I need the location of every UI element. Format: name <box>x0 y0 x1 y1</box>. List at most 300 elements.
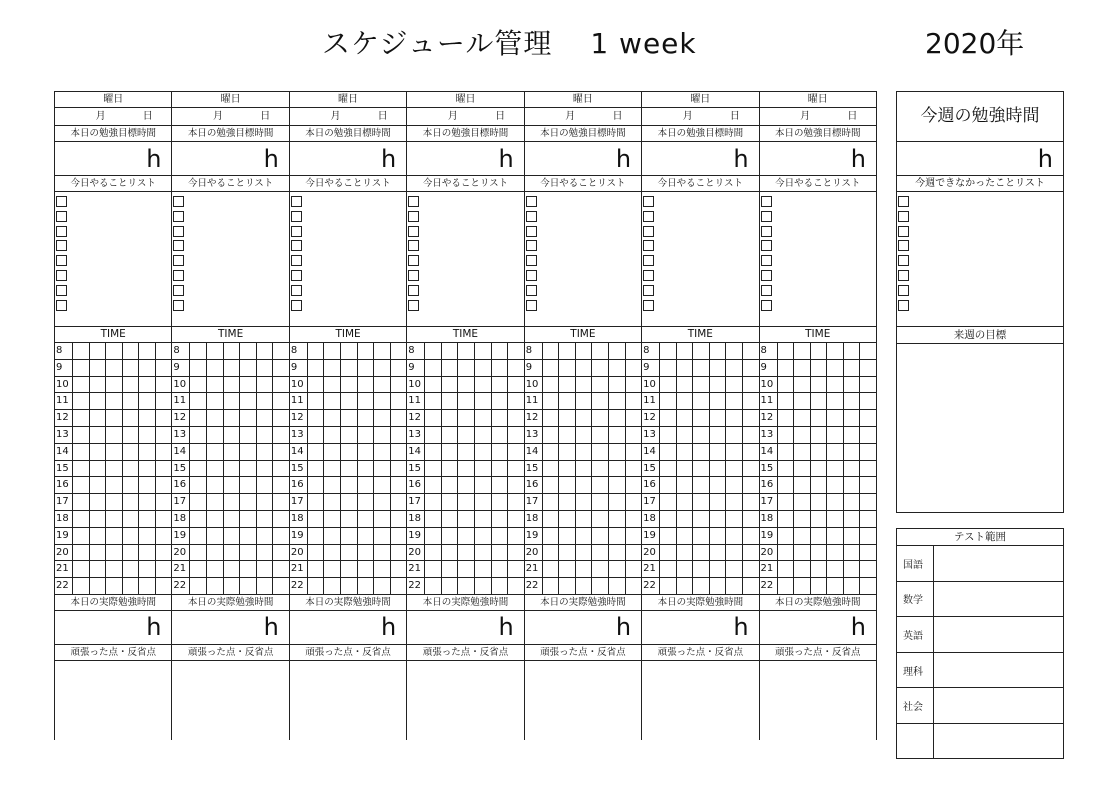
time-slot-cell[interactable] <box>341 410 358 426</box>
time-slot-cell[interactable] <box>273 477 289 493</box>
time-slot-cell[interactable] <box>492 477 509 493</box>
time-slot-cell[interactable] <box>273 343 289 359</box>
date-field[interactable] <box>55 108 171 126</box>
time-slot-cell[interactable] <box>123 528 140 544</box>
time-slot-cell[interactable] <box>559 410 576 426</box>
reflection-field[interactable] <box>290 661 406 735</box>
time-slot-cell[interactable] <box>860 393 876 409</box>
time-slot-cell[interactable] <box>442 427 459 443</box>
time-slot-cell[interactable] <box>811 511 828 527</box>
time-slot-cell[interactable] <box>475 511 492 527</box>
undone-checkbox[interactable] <box>898 255 909 266</box>
time-slot-cell[interactable] <box>492 578 509 594</box>
date-field[interactable] <box>407 108 523 126</box>
weekday-field[interactable]: 曜日 <box>172 92 288 108</box>
time-slot-cell[interactable] <box>726 578 743 594</box>
time-slot-cell[interactable] <box>123 410 140 426</box>
time-slot-cell[interactable] <box>341 393 358 409</box>
time-slot-cell[interactable] <box>844 377 861 393</box>
actual-hours-field[interactable] <box>525 611 641 645</box>
time-slot-cell[interactable] <box>743 377 759 393</box>
time-slot-cell[interactable] <box>508 360 524 376</box>
time-slot-cell[interactable] <box>341 477 358 493</box>
time-slot-cell[interactable] <box>374 343 391 359</box>
time-slot-cell[interactable] <box>794 511 811 527</box>
time-slot-cell[interactable] <box>358 561 375 577</box>
time-slot-cell[interactable] <box>726 477 743 493</box>
time-slot-cell[interactable] <box>726 545 743 561</box>
time-slot-cell[interactable] <box>90 393 107 409</box>
time-slot-cell[interactable] <box>391 360 407 376</box>
time-slot-cell[interactable] <box>710 393 727 409</box>
time-slot-cell[interactable] <box>710 545 727 561</box>
time-slot-cell[interactable] <box>592 578 609 594</box>
todo-checkbox[interactable] <box>408 270 419 281</box>
todo-checkbox[interactable] <box>643 285 654 296</box>
time-slot-cell[interactable] <box>458 377 475 393</box>
time-slot-cell[interactable] <box>508 393 524 409</box>
time-slot-cell[interactable] <box>224 427 241 443</box>
time-slot-cell[interactable] <box>442 444 459 460</box>
time-slot-cell[interactable] <box>139 578 156 594</box>
time-slot-cell[interactable] <box>224 511 241 527</box>
time-slot-cell[interactable] <box>425 561 442 577</box>
time-slot-cell[interactable] <box>778 528 795 544</box>
time-slot-cell[interactable] <box>240 343 257 359</box>
time-slot-cell[interactable] <box>207 545 224 561</box>
time-slot-cell[interactable] <box>207 343 224 359</box>
time-slot-cell[interactable] <box>391 427 407 443</box>
time-slot-cell[interactable] <box>492 343 509 359</box>
time-slot-cell[interactable] <box>660 578 677 594</box>
time-slot-cell[interactable] <box>576 494 593 510</box>
date-field[interactable] <box>642 108 758 126</box>
todo-checkbox[interactable] <box>761 240 772 251</box>
time-slot-cell[interactable] <box>273 545 289 561</box>
time-slot-cell[interactable] <box>543 477 560 493</box>
time-slot-cell[interactable] <box>609 444 626 460</box>
time-slot-cell[interactable] <box>543 494 560 510</box>
time-slot-cell[interactable] <box>156 511 172 527</box>
time-slot-cell[interactable] <box>374 377 391 393</box>
time-slot-cell[interactable] <box>778 461 795 477</box>
time-slot-cell[interactable] <box>190 545 207 561</box>
time-slot-cell[interactable] <box>190 477 207 493</box>
time-slot-cell[interactable] <box>324 578 341 594</box>
test-range-field[interactable] <box>934 724 1063 758</box>
time-slot-cell[interactable] <box>156 461 172 477</box>
time-slot-cell[interactable] <box>710 528 727 544</box>
time-slot-cell[interactable] <box>794 393 811 409</box>
time-slot-cell[interactable] <box>677 578 694 594</box>
time-slot-cell[interactable] <box>240 393 257 409</box>
reflection-field[interactable] <box>55 661 171 735</box>
undone-checkbox[interactable] <box>898 211 909 222</box>
time-slot-cell[interactable] <box>442 393 459 409</box>
time-slot-cell[interactable] <box>609 410 626 426</box>
time-slot-cell[interactable] <box>844 578 861 594</box>
time-slot-cell[interactable] <box>693 393 710 409</box>
time-slot-cell[interactable] <box>358 578 375 594</box>
time-slot-cell[interactable] <box>106 477 123 493</box>
time-slot-cell[interactable] <box>844 360 861 376</box>
time-slot-cell[interactable] <box>811 561 828 577</box>
time-slot-cell[interactable] <box>90 410 107 426</box>
time-slot-cell[interactable] <box>592 461 609 477</box>
time-slot-cell[interactable] <box>778 393 795 409</box>
time-slot-cell[interactable] <box>626 360 642 376</box>
time-slot-cell[interactable] <box>778 360 795 376</box>
time-slot-cell[interactable] <box>860 377 876 393</box>
time-slot-cell[interactable] <box>660 494 677 510</box>
time-slot-cell[interactable] <box>592 477 609 493</box>
time-slot-cell[interactable] <box>73 343 90 359</box>
todo-checkbox[interactable] <box>761 270 772 281</box>
todo-checkbox[interactable] <box>56 285 67 296</box>
time-slot-cell[interactable] <box>778 494 795 510</box>
time-slot-cell[interactable] <box>257 477 274 493</box>
test-range-field[interactable] <box>934 617 1063 652</box>
time-slot-cell[interactable] <box>391 444 407 460</box>
time-slot-cell[interactable] <box>794 528 811 544</box>
time-slot-cell[interactable] <box>660 461 677 477</box>
time-slot-cell[interactable] <box>139 444 156 460</box>
time-slot-cell[interactable] <box>492 461 509 477</box>
time-slot-cell[interactable] <box>123 444 140 460</box>
time-slot-cell[interactable] <box>106 444 123 460</box>
time-slot-cell[interactable] <box>592 561 609 577</box>
todo-checkbox[interactable] <box>761 211 772 222</box>
time-slot-cell[interactable] <box>442 377 459 393</box>
time-slot-cell[interactable] <box>794 561 811 577</box>
time-slot-cell[interactable] <box>90 494 107 510</box>
undone-checkbox[interactable] <box>898 300 909 311</box>
time-slot-cell[interactable] <box>592 343 609 359</box>
time-slot-cell[interactable] <box>693 343 710 359</box>
reflection-field[interactable] <box>642 661 758 735</box>
time-slot-cell[interactable] <box>726 360 743 376</box>
time-slot-cell[interactable] <box>106 494 123 510</box>
time-slot-cell[interactable] <box>693 477 710 493</box>
time-slot-cell[interactable] <box>844 477 861 493</box>
undone-checkbox[interactable] <box>898 196 909 207</box>
time-slot-cell[interactable] <box>106 377 123 393</box>
test-range-field[interactable] <box>934 582 1063 617</box>
time-slot-cell[interactable] <box>273 393 289 409</box>
time-slot-cell[interactable] <box>458 393 475 409</box>
time-slot-cell[interactable] <box>860 494 876 510</box>
time-slot-cell[interactable] <box>726 528 743 544</box>
time-slot-cell[interactable] <box>576 461 593 477</box>
time-slot-cell[interactable] <box>425 444 442 460</box>
test-range-field[interactable] <box>934 688 1063 723</box>
time-slot-cell[interactable] <box>543 427 560 443</box>
time-slot-cell[interactable] <box>677 444 694 460</box>
time-slot-cell[interactable] <box>207 410 224 426</box>
time-slot-cell[interactable] <box>425 528 442 544</box>
time-slot-cell[interactable] <box>811 477 828 493</box>
time-slot-cell[interactable] <box>710 477 727 493</box>
time-slot-cell[interactable] <box>73 528 90 544</box>
time-slot-cell[interactable] <box>827 528 844 544</box>
time-slot-cell[interactable] <box>308 427 325 443</box>
time-slot-cell[interactable] <box>592 410 609 426</box>
time-slot-cell[interactable] <box>677 477 694 493</box>
time-slot-cell[interactable] <box>609 477 626 493</box>
todo-checkbox[interactable] <box>408 255 419 266</box>
time-slot-cell[interactable] <box>543 545 560 561</box>
time-slot-cell[interactable] <box>224 410 241 426</box>
time-slot-cell[interactable] <box>324 477 341 493</box>
time-slot-cell[interactable] <box>425 427 442 443</box>
todo-checkbox[interactable] <box>408 300 419 311</box>
time-slot-cell[interactable] <box>139 393 156 409</box>
time-slot-cell[interactable] <box>811 494 828 510</box>
time-slot-cell[interactable] <box>358 427 375 443</box>
time-slot-cell[interactable] <box>139 427 156 443</box>
time-slot-cell[interactable] <box>425 410 442 426</box>
time-slot-cell[interactable] <box>90 427 107 443</box>
target-hours-field[interactable] <box>407 142 523 176</box>
weekday-field[interactable]: 曜日 <box>525 92 641 108</box>
time-slot-cell[interactable] <box>391 461 407 477</box>
time-slot-cell[interactable] <box>190 427 207 443</box>
time-slot-cell[interactable] <box>492 360 509 376</box>
time-slot-cell[interactable] <box>308 377 325 393</box>
time-slot-cell[interactable] <box>827 494 844 510</box>
time-slot-cell[interactable] <box>811 444 828 460</box>
todo-checkbox[interactable] <box>56 270 67 281</box>
time-slot-cell[interactable] <box>341 578 358 594</box>
time-slot-cell[interactable] <box>693 494 710 510</box>
time-slot-cell[interactable] <box>458 528 475 544</box>
time-slot-cell[interactable] <box>576 545 593 561</box>
time-slot-cell[interactable] <box>576 427 593 443</box>
time-slot-cell[interactable] <box>543 511 560 527</box>
time-slot-cell[interactable] <box>139 343 156 359</box>
time-slot-cell[interactable] <box>123 561 140 577</box>
time-slot-cell[interactable] <box>73 477 90 493</box>
time-slot-cell[interactable] <box>156 410 172 426</box>
time-slot-cell[interactable] <box>123 377 140 393</box>
time-slot-cell[interactable] <box>743 578 759 594</box>
time-slot-cell[interactable] <box>273 377 289 393</box>
time-slot-cell[interactable] <box>240 444 257 460</box>
time-slot-cell[interactable] <box>794 494 811 510</box>
time-slot-cell[interactable] <box>778 427 795 443</box>
time-slot-cell[interactable] <box>139 545 156 561</box>
time-slot-cell[interactable] <box>90 528 107 544</box>
time-slot-cell[interactable] <box>374 393 391 409</box>
todo-checkbox[interactable] <box>291 196 302 207</box>
time-slot-cell[interactable] <box>827 360 844 376</box>
time-slot-cell[interactable] <box>341 343 358 359</box>
time-slot-cell[interactable] <box>827 393 844 409</box>
time-slot-cell[interactable] <box>358 477 375 493</box>
time-slot-cell[interactable] <box>90 377 107 393</box>
time-slot-cell[interactable] <box>73 360 90 376</box>
time-slot-cell[interactable] <box>660 410 677 426</box>
time-slot-cell[interactable] <box>794 444 811 460</box>
todo-checkbox[interactable] <box>643 196 654 207</box>
todo-checkbox[interactable] <box>173 270 184 281</box>
time-slot-cell[interactable] <box>508 427 524 443</box>
time-slot-cell[interactable] <box>475 494 492 510</box>
time-slot-cell[interactable] <box>358 393 375 409</box>
time-slot-cell[interactable] <box>106 511 123 527</box>
time-slot-cell[interactable] <box>626 377 642 393</box>
time-slot-cell[interactable] <box>860 511 876 527</box>
time-slot-cell[interactable] <box>123 360 140 376</box>
time-slot-cell[interactable] <box>341 545 358 561</box>
time-slot-cell[interactable] <box>273 528 289 544</box>
time-slot-cell[interactable] <box>609 578 626 594</box>
time-slot-cell[interactable] <box>190 528 207 544</box>
time-slot-cell[interactable] <box>677 494 694 510</box>
time-slot-cell[interactable] <box>156 393 172 409</box>
time-slot-cell[interactable] <box>576 511 593 527</box>
time-slot-cell[interactable] <box>827 578 844 594</box>
time-slot-cell[interactable] <box>139 494 156 510</box>
time-slot-cell[interactable] <box>341 528 358 544</box>
time-slot-cell[interactable] <box>860 528 876 544</box>
time-slot-cell[interactable] <box>425 360 442 376</box>
todo-checkbox[interactable] <box>173 240 184 251</box>
test-range-field[interactable] <box>934 653 1063 688</box>
time-slot-cell[interactable] <box>207 578 224 594</box>
time-slot-cell[interactable] <box>726 343 743 359</box>
time-slot-cell[interactable] <box>240 427 257 443</box>
time-slot-cell[interactable] <box>778 343 795 359</box>
time-slot-cell[interactable] <box>458 511 475 527</box>
time-slot-cell[interactable] <box>442 578 459 594</box>
time-slot-cell[interactable] <box>156 545 172 561</box>
time-slot-cell[interactable] <box>90 561 107 577</box>
time-slot-cell[interactable] <box>190 393 207 409</box>
time-slot-cell[interactable] <box>324 511 341 527</box>
todo-checkbox[interactable] <box>643 300 654 311</box>
todo-checkbox[interactable] <box>56 240 67 251</box>
time-slot-cell[interactable] <box>458 561 475 577</box>
time-slot-cell[interactable] <box>273 578 289 594</box>
time-slot-cell[interactable] <box>794 377 811 393</box>
time-slot-cell[interactable] <box>811 528 828 544</box>
time-slot-cell[interactable] <box>693 545 710 561</box>
time-slot-cell[interactable] <box>743 427 759 443</box>
todo-checkbox[interactable] <box>526 300 537 311</box>
time-slot-cell[interactable] <box>308 561 325 577</box>
time-slot-cell[interactable] <box>475 377 492 393</box>
time-slot-cell[interactable] <box>207 477 224 493</box>
time-slot-cell[interactable] <box>123 343 140 359</box>
time-slot-cell[interactable] <box>273 461 289 477</box>
time-slot-cell[interactable] <box>257 578 274 594</box>
time-slot-cell[interactable] <box>207 461 224 477</box>
time-slot-cell[interactable] <box>475 578 492 594</box>
time-slot-cell[interactable] <box>73 444 90 460</box>
time-slot-cell[interactable] <box>660 545 677 561</box>
target-hours-field[interactable] <box>290 142 406 176</box>
time-slot-cell[interactable] <box>827 461 844 477</box>
time-slot-cell[interactable] <box>592 511 609 527</box>
time-slot-cell[interactable] <box>592 545 609 561</box>
time-slot-cell[interactable] <box>844 393 861 409</box>
actual-hours-field[interactable] <box>55 611 171 645</box>
time-slot-cell[interactable] <box>257 545 274 561</box>
time-slot-cell[interactable] <box>811 360 828 376</box>
time-slot-cell[interactable] <box>693 427 710 443</box>
time-slot-cell[interactable] <box>827 377 844 393</box>
time-slot-cell[interactable] <box>576 377 593 393</box>
time-slot-cell[interactable] <box>559 377 576 393</box>
time-slot-cell[interactable] <box>458 343 475 359</box>
time-slot-cell[interactable] <box>190 343 207 359</box>
time-slot-cell[interactable] <box>73 393 90 409</box>
time-slot-cell[interactable] <box>693 528 710 544</box>
todo-checkbox[interactable] <box>761 285 772 296</box>
time-slot-cell[interactable] <box>794 410 811 426</box>
time-slot-cell[interactable] <box>726 511 743 527</box>
time-slot-cell[interactable] <box>240 477 257 493</box>
time-slot-cell[interactable] <box>358 410 375 426</box>
time-slot-cell[interactable] <box>508 511 524 527</box>
time-slot-cell[interactable] <box>559 494 576 510</box>
time-slot-cell[interactable] <box>240 578 257 594</box>
time-slot-cell[interactable] <box>90 360 107 376</box>
time-slot-cell[interactable] <box>492 427 509 443</box>
time-slot-cell[interactable] <box>559 578 576 594</box>
time-slot-cell[interactable] <box>543 377 560 393</box>
time-slot-cell[interactable] <box>726 561 743 577</box>
date-field[interactable] <box>760 108 876 126</box>
time-slot-cell[interactable] <box>844 494 861 510</box>
undone-checkbox[interactable] <box>898 270 909 281</box>
time-slot-cell[interactable] <box>425 393 442 409</box>
time-slot-cell[interactable] <box>778 477 795 493</box>
time-slot-cell[interactable] <box>273 427 289 443</box>
time-slot-cell[interactable] <box>106 427 123 443</box>
time-slot-cell[interactable] <box>224 528 241 544</box>
time-slot-cell[interactable] <box>576 393 593 409</box>
time-slot-cell[interactable] <box>559 360 576 376</box>
time-slot-cell[interactable] <box>827 444 844 460</box>
time-slot-cell[interactable] <box>677 377 694 393</box>
time-slot-cell[interactable] <box>811 578 828 594</box>
todo-checkbox[interactable] <box>408 196 419 207</box>
time-slot-cell[interactable] <box>324 360 341 376</box>
time-slot-cell[interactable] <box>626 511 642 527</box>
time-slot-cell[interactable] <box>794 343 811 359</box>
time-slot-cell[interactable] <box>710 494 727 510</box>
time-slot-cell[interactable] <box>827 427 844 443</box>
time-slot-cell[interactable] <box>609 545 626 561</box>
time-slot-cell[interactable] <box>73 427 90 443</box>
todo-checkbox[interactable] <box>56 300 67 311</box>
time-slot-cell[interactable] <box>257 360 274 376</box>
time-slot-cell[interactable] <box>156 528 172 544</box>
time-slot-cell[interactable] <box>860 561 876 577</box>
time-slot-cell[interactable] <box>475 477 492 493</box>
time-slot-cell[interactable] <box>442 477 459 493</box>
time-slot-cell[interactable] <box>508 343 524 359</box>
time-slot-cell[interactable] <box>139 410 156 426</box>
time-slot-cell[interactable] <box>341 511 358 527</box>
time-slot-cell[interactable] <box>844 427 861 443</box>
time-slot-cell[interactable] <box>139 360 156 376</box>
actual-hours-field[interactable] <box>642 611 758 645</box>
time-slot-cell[interactable] <box>358 444 375 460</box>
time-slot-cell[interactable] <box>391 377 407 393</box>
